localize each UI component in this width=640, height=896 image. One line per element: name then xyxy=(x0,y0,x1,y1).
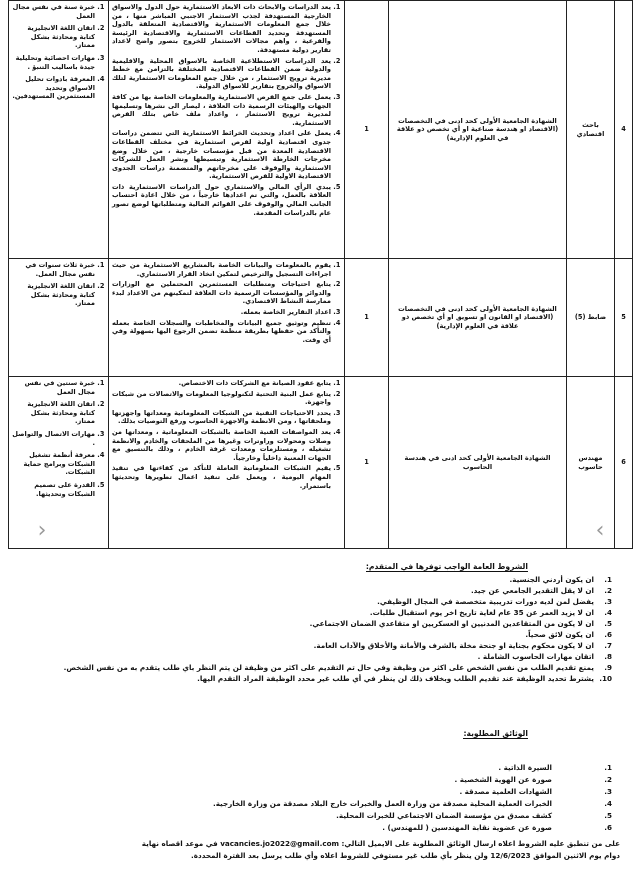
instructions-line-2: دوام يوم الاثنين الموافق 12/6/2023 ولن ينظر بأي طلب غير مستوفي للشروط اعلاه وأي طلب يرسل بعد الفترة المحددة. xyxy=(191,851,620,860)
document-text: كشف مصدق من مؤسسة الضمان الاجتماعي للخبرات المحلية. xyxy=(336,811,552,820)
jobs-table-body xyxy=(9,1,633,549)
carousel-prev-arrow-icon[interactable]: ‹ xyxy=(37,517,47,543)
job-number: 5 xyxy=(615,259,633,377)
carousel-next-arrow-icon[interactable]: › xyxy=(595,517,605,543)
job-vacancy-count: 1 xyxy=(345,259,389,377)
job-tasks-cell xyxy=(109,1,345,259)
jobs-table xyxy=(8,0,633,549)
job-experience-list xyxy=(12,261,105,308)
instructions-prefix: على من تنطبق عليه الشروط اعلاه ارسال الوثائق المطلوبة على الايميل التالي: xyxy=(341,839,620,848)
condition-item xyxy=(52,640,612,651)
job-qualification: الشهادة الجامعية الأولى كحد ادنى في هندسة الحاسوب xyxy=(389,377,567,549)
job-experience-cell xyxy=(9,377,109,549)
job-experience-item: 3. مهارات احصائية وتحليلية جيدة باساليب التنبؤ . xyxy=(12,54,95,71)
job-task-item: 3. اعداد التقارير الخاصة بعمله. xyxy=(112,308,331,317)
condition-item xyxy=(52,651,612,662)
job-tasks-list xyxy=(112,379,341,490)
condition-text: ان لا يكون من المتقاعدين المدنيين او العسكريين او متقاعدي الضمان الاجتماعي. xyxy=(309,619,594,628)
document-text: صورة عن الهوية الشخصية . xyxy=(454,775,552,784)
required-documents-list xyxy=(132,762,612,834)
job-vacancy-count: 1 xyxy=(345,1,389,259)
condition-number: 7. xyxy=(604,641,612,650)
condition-item xyxy=(52,618,612,629)
job-experience-list xyxy=(12,379,105,498)
document-number: 5. xyxy=(604,811,612,820)
document-text: الشهادات العلمية مصدقة . xyxy=(459,787,552,796)
condition-text: ان لا يكون محكوم بجناية او جنحة مخلة بالشرف والأمانة والأخلاق والآداب العامة. xyxy=(313,641,594,650)
condition-item xyxy=(52,662,612,673)
condition-item xyxy=(52,596,612,607)
job-task-item: 3. يعمل على جمع الفرص الاستثمارية والمعلومات الخاصة بها من كافة الجهات والهيئات الرسمية ذات العلاقة ، ليصار الى نشرها وتسليمها لمديرية ترويج الاستثمار ، واعداد ملف خاص بتلك الفرص الاستثمارية. xyxy=(112,93,331,127)
document-text: السيرة الذاتية . xyxy=(498,763,552,772)
required-documents-title-text: الوثائق المطلوبة: xyxy=(463,729,528,738)
job-task-item: 1. يقوم بالمعلومات والبيانات الخاصة بالمشاريع الاستثمارية من حيث اجراءات التسجيل والترخيص لتمكين اتخاذ القرار الاستثماري. xyxy=(112,261,331,278)
document-number: 6. xyxy=(604,823,612,832)
job-title: باحث اقتصادي xyxy=(567,1,615,259)
job-task-item: 1. يعد الدراسات والابحاث ذات الابعاد الاستثمارية حول الدول والاسواق الخارجية المستهدفة لجذب الاستثمار الاجنبي المباشر منها ، من خلال جمع المعلومات الاستثمارية والاقتصادية المتعلقة بالدول المستهدفة وتحديد القطاعات الاستثمارية والاقتصادية الرئيسة والفرعية ، واهم مجالات الاستثمار للخروج بتصور واضح لاعداد تقارير دولية مستهدفة. xyxy=(112,3,331,55)
document-item xyxy=(132,810,612,822)
instructions-suffix: في موعد اقصاه نهاية xyxy=(141,839,218,848)
job-experience-item: 3. مهارات الاتصال والتواصل . xyxy=(12,430,95,447)
job-task-item: 3. يحدد الاحتياجات التقنية من الشبكات المعلوماتية ومعداتها واجهزتها وملحقاتها ، ومن الانظمة والاجهزة الحاسوب ورفع التوصيات بذلك. xyxy=(112,409,331,426)
condition-item xyxy=(52,585,612,596)
document-number: 1. xyxy=(604,763,612,772)
job-tasks-list xyxy=(112,3,341,217)
job-number: 6 xyxy=(615,377,633,549)
job-experience-item: 2. اتقان اللغة الانجليزية كتابة ومحادثة بشكل ممتاز. xyxy=(12,282,95,308)
job-row xyxy=(9,377,633,549)
job-tasks-list xyxy=(112,261,341,344)
document-item xyxy=(132,762,612,774)
instructions-line-1 xyxy=(10,838,620,850)
job-task-item: 5. يبدي الرأي المالي والاستثماري حول الدراسات الاستثمارية ذات العلاقة بالعمل، والتي تم اعدادها خارجياً ، من خلال اعادة احتساب الجانب المالي والوقوف على القوائم المالية ومتطلباتها لوضع تصور عام بالدراسات المقدمة. xyxy=(112,183,331,217)
job-title: ضابط (5) xyxy=(567,259,615,377)
job-task-item: 2. يتابع احتياجات ومتطلبات المستثمرين المحتملين مع الوزارات والدوائر والمؤسسات الرسمية ذات العلاقة لتمكينهم من الاعداد لبدء ممارسة النشاط الاقتصادي. xyxy=(112,280,331,306)
job-qualification: الشهادة الجامعية الأولى كحد ادنى في التخصصات (الاقتصاد او هندسة صناعية او أي تخصص ذو علاقة في العلوم الإدارية) xyxy=(389,1,567,259)
job-qualification: الشهادة الجامعية الأولى كحد ادنى في التخصصات (الاقتصاد او القانون او تسويق او أي تخصص ذو علاقة في العلوم الإدارية) xyxy=(389,259,567,377)
job-tasks-cell xyxy=(109,377,345,549)
job-row xyxy=(9,259,633,377)
document-item xyxy=(132,798,612,810)
condition-number: 10. xyxy=(599,674,612,683)
condition-item xyxy=(52,629,612,640)
general-conditions-title xyxy=(366,562,528,571)
job-task-item: 4. يعمل على اعداد وتحديث الخرائط الاستثمارية التي تتضمن دراسات جدوى اقتصادية اولية لفرص استثمارية في مختلف القطاعات الاقتصادية المعدة من قبل مؤسسات خارجية ، من خلال وضع مخرجات الخارطة الاستثمارية وتبسيطها ونشر العمل للشركات الاستثمارية والوقوف على مخرجاتهم والمتضمنة دراسات الجدوى الاقتصادية الاولية للفرص الاستثمارية. xyxy=(112,129,331,181)
document-item xyxy=(132,786,612,798)
document-item xyxy=(132,822,612,834)
condition-text: ان لا يقل التقدير الجامعي عن جيد. xyxy=(470,586,594,595)
job-task-item: 5. يقيم الشبكات المعلوماتية العاملة للتأكد من كفاءتها في تنفيذ المهام اليومية ، ويعمل على تنفيذ اعمال تطويرها وتحديثها باستمرار. xyxy=(112,464,331,490)
condition-number: 5. xyxy=(604,619,612,628)
job-task-item: 4. يعد المواصفات الفنية الخاصة بالشبكات المعلوماتية ، ومعداتها من وصلات ومحولات وراوترات وغيرها من الملحقات والخادم والانظمة تشغيله ، ومستلزمات ومعدات غرفة الخادم ، وذلك بالتنسيق مع الجهات المعنية داخلياً وخارجياً. xyxy=(112,428,331,462)
job-experience-item: 4. المعرفة بادوات تحليل الاسواق وتحديد المستثمرين المستهدفين. xyxy=(12,75,95,101)
general-conditions-title-text: الشروط العامة الواجب توفرها في المتقدم: xyxy=(365,562,528,571)
application-email-link[interactable]: vacancies.jo2022@gmail.com xyxy=(220,839,340,848)
job-experience-item: 1. خبرة سنتين في نفس مجال العمل xyxy=(12,379,95,396)
condition-text: ان لا يزيد العمر عن 35 عام لغاية تاريخ اخر يوم استقبال طلبات. xyxy=(369,608,594,617)
job-experience-item: 1. خبرة سنة في نفس مجال العمل xyxy=(12,3,95,20)
condition-number: 4. xyxy=(604,608,612,617)
condition-text: يفضل لمن لديه دورات تدريبية متخصصة في المجال الوظيفي. xyxy=(377,597,594,606)
job-title: مهندس حاسوب xyxy=(567,377,615,549)
job-experience-item: 2. اتقان اللغة الانجليزية كتابة ومحادثة بشكل ممتاز. xyxy=(12,400,95,426)
condition-number: 9. xyxy=(604,663,612,672)
condition-text: اتقان مهارات الحاسوب الشاملة . xyxy=(477,652,594,661)
condition-number: 2. xyxy=(604,586,612,595)
job-experience-item: 1. خبرة ثلاث سنوات في نفس مجال العمل. xyxy=(12,261,95,278)
condition-text: يمنع تقديم الطلب من نفس الشخص على اكثر من وظيفة وفي حال تم التقديم على اكثر من وظيفة لن يتم النظر باي طلب يتقدم به من نفس الشخص. xyxy=(63,663,594,672)
job-experience-item: 4. معرفة أنظمة تشغيل الشبكات وبرامج حماية الشبكات. xyxy=(12,451,95,477)
condition-number: 1. xyxy=(604,575,612,584)
condition-number: 3. xyxy=(604,597,612,606)
job-number: 4 xyxy=(615,1,633,259)
condition-item xyxy=(52,607,612,618)
condition-text: يشترط تحديد الوظيفة عند تقديم الطلب وبخلاف ذلك لن ينظر في أي طلب غير محدد الوظيفة المراد التقدم اليها. xyxy=(197,674,594,683)
job-experience-list xyxy=(12,3,105,101)
condition-item xyxy=(52,673,612,684)
job-experience-cell xyxy=(9,259,109,377)
job-experience-cell xyxy=(9,1,109,259)
document-number: 2. xyxy=(604,775,612,784)
job-task-item: 1. يتابع عقود الصيانة مع الشركات ذات الاختصاص. xyxy=(112,379,331,388)
condition-item xyxy=(52,574,612,585)
condition-text: ان يكون لائق صحياً. xyxy=(525,630,594,639)
document-item xyxy=(132,774,612,786)
general-conditions-list xyxy=(52,574,612,684)
job-experience-item: 2. اتقان اللغة الانجليزية كتابة ومحادثة بشكل ممتاز. xyxy=(12,24,95,50)
document-text: الخبرات العملية المحلية مصدقة من وزارة العمل والخبرات خارج البلاد مصدقة من وزارة الخارجية. xyxy=(212,799,552,808)
condition-number: 6. xyxy=(604,630,612,639)
application-instructions xyxy=(10,838,620,862)
job-experience-item: 5. القدرة على تصميم الشبكات وتحديثها. xyxy=(12,481,95,498)
required-documents-title xyxy=(463,729,528,738)
document-number: 3. xyxy=(604,787,612,796)
condition-number: 8. xyxy=(604,652,612,661)
job-vacancy-count: 1 xyxy=(345,377,389,549)
condition-text: ان يكون أردني الجنسية. xyxy=(509,575,594,584)
job-task-item: 2. يتابع عمل البنية التحتية لتكنولوجيا المعلومات والاتصالات من شبكات واجهزة. xyxy=(112,390,331,407)
document-number: 4. xyxy=(604,799,612,808)
job-tasks-cell xyxy=(109,259,345,377)
document-text: صورة عن عضوية نقابة المهندسين ( للمهندس) . xyxy=(382,823,552,832)
job-task-item: 2. يعد الدراسات الاستطلاعية الخاصة بالاسواق المحلية والاقليمية والدولية ضمن القطاعات الاقتصادية المختلفة بالتزامن مع خطط مديرية ترويج الاستثمار ، من خلال جمع المعلومات الاستثمارية لتلك الاسواق والخروج بتقارير للاسواق الدولية. xyxy=(112,57,331,91)
job-task-item: 4. تنظيم وتوثيق جميع البيانات والمخاطبات والسجلات الخاصة بعمله والتأكد من حفظها بطريقة منظمة تضمن الرجوع اليها بسهولة وفي أي وقت. xyxy=(112,319,331,345)
job-row xyxy=(9,1,633,259)
